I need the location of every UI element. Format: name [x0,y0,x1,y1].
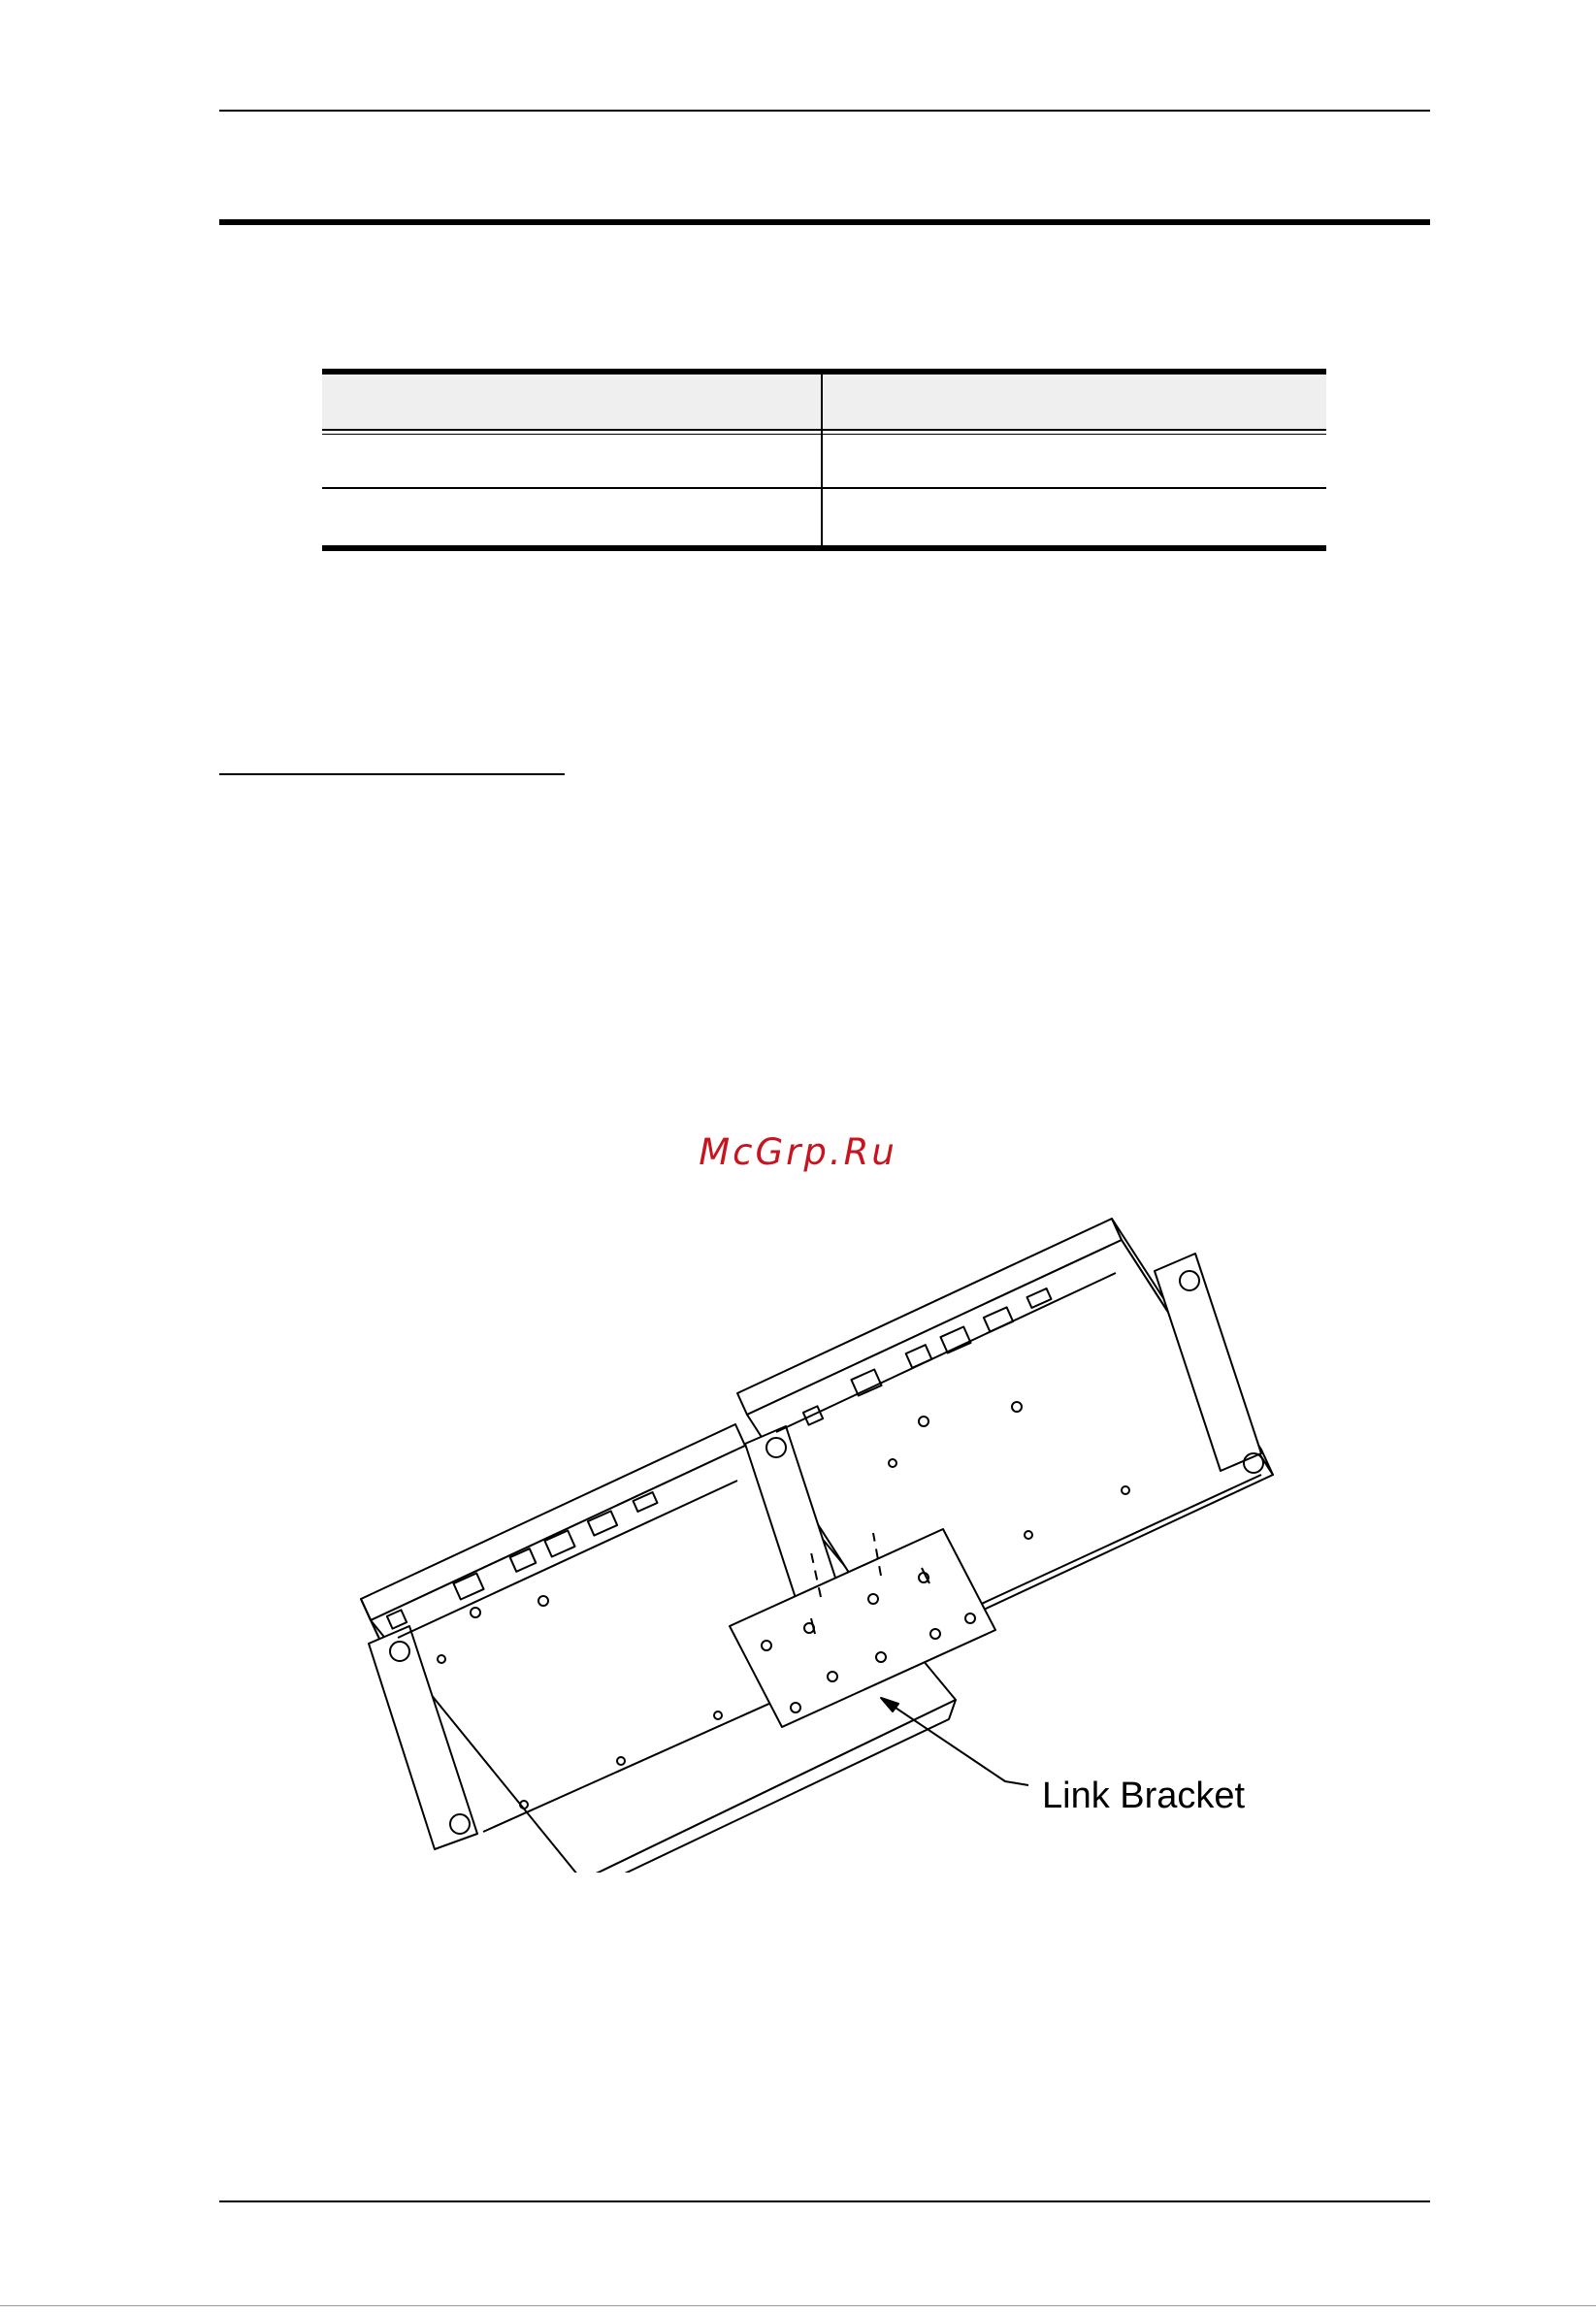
rack-mount-illustration [349,1203,1300,1873]
subheading-underline [219,773,565,775]
section-heading-rule [219,219,1430,225]
table-row-divider [322,487,1326,489]
link-bracket-label: Link Bracket [1042,1776,1246,1816]
table-header-divider [322,429,1326,431]
table-column-divider [821,375,823,545]
header-rule [219,110,1430,112]
table-header-divider-thin [322,434,1326,435]
table-header-row [322,375,1326,429]
right-unit-illustration [737,1219,1273,1649]
table-bottom-border [322,545,1326,551]
footer-rule [219,2200,1430,2202]
watermark-text: McGrp.Ru [699,1131,897,1173]
page-edge-rule [0,2305,1596,2306]
spec-table [322,369,1326,553]
